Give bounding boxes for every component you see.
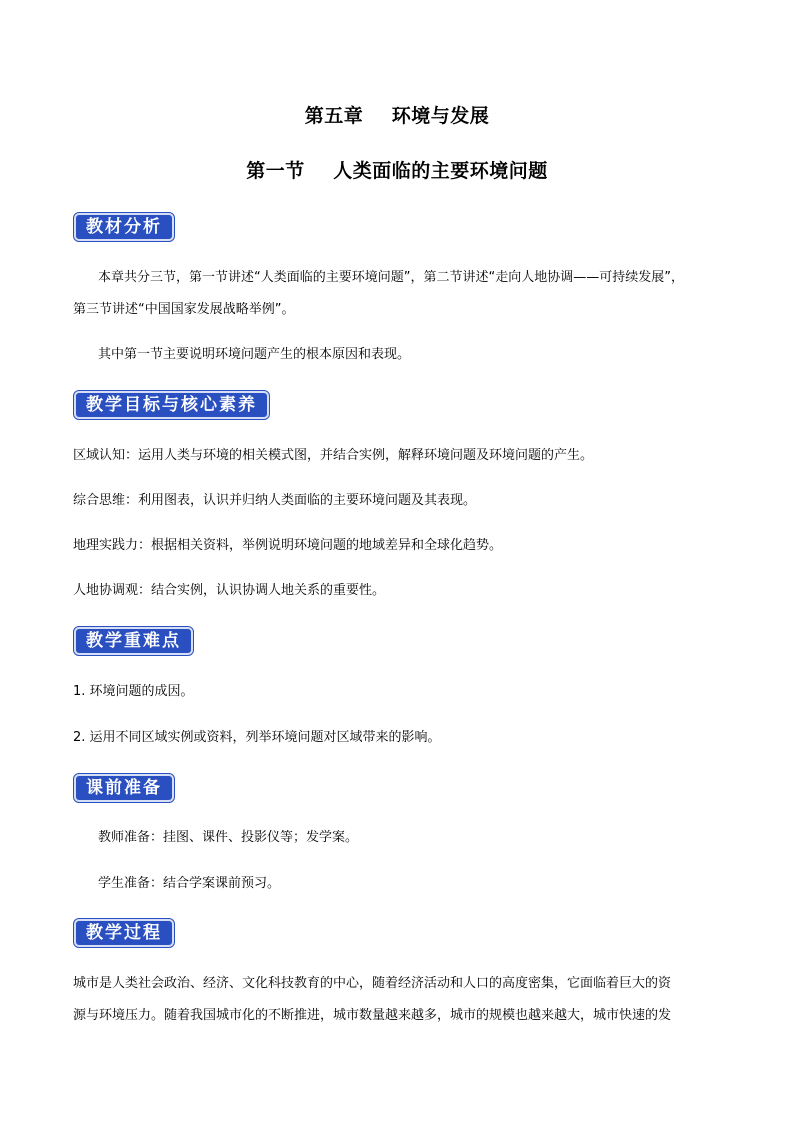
- objective-item: 区域认知：运用人类与环境的相关模式图，并结合实例，解释环境问题及环境问题的产生。: [73, 448, 594, 463]
- analysis-paragraph-1-line-1: 本章共分三节，第一节讲述“人类面临的主要环境问题”，第二节讲述“走向人地协调——可持续发展”，: [98, 270, 684, 285]
- objective-item: 地理实践力：根据相关资料，举例说明环境问题的地域差异和全球化趋势。: [73, 538, 503, 553]
- analysis-paragraph-1-line-2: 第三节讲述“中国国家发展战略举例”。: [73, 302, 295, 317]
- objective-item: 综合思维：利用图表，认识并归纳人类面临的主要环境问题及其表现。: [73, 493, 477, 508]
- badge-preparation: 课前准备: [74, 774, 174, 802]
- teacher-preparation: 教师准备：挂图、课件、投影仪等；发学案。: [98, 830, 359, 845]
- section-title: 第一节 人类面临的主要环境问题: [246, 160, 548, 182]
- chapter-title: 第五章 环境与发展: [304, 105, 490, 127]
- key-point-item: 2. 运用不同区域实例或资料，列举环境问题对区域带来的影响。: [73, 730, 441, 745]
- process-paragraph-line-2: 源与环境压力。随着我国城市化的不断推进，城市数量越来越多，城市的规模也越来越大，城市快速的发: [73, 1008, 672, 1023]
- badge-key-points: 教学重难点: [74, 627, 193, 655]
- student-preparation: 学生准备：结合学案课前预习。: [98, 876, 281, 891]
- objective-item: 人地协调观：结合实例，认识协调人地关系的重要性。: [73, 583, 386, 598]
- badge-objectives: 教学目标与核心素养: [74, 391, 269, 419]
- process-paragraph-line-1: 城市是人类社会政治、经济、文化科技教育的中心，随着经济活动和人口的高度密集，它面临着巨大的资: [73, 976, 672, 991]
- analysis-paragraph-2: 其中第一节主要说明环境问题产生的根本原因和表现。: [98, 347, 411, 362]
- key-point-item: 1. 环境问题的成因。: [73, 684, 194, 699]
- badge-textbook-analysis: 教材分析: [74, 213, 174, 241]
- badge-teaching-process: 教学过程: [74, 919, 174, 947]
